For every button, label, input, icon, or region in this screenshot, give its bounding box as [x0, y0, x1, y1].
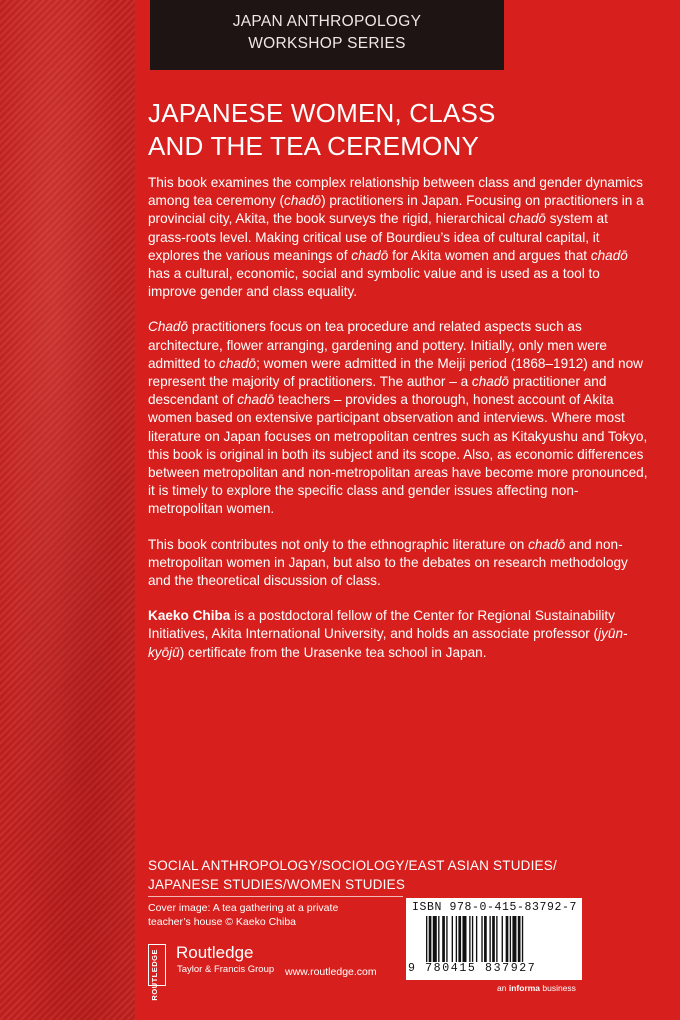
- series-label-box: [150, 0, 504, 70]
- italic-term: chadō: [219, 355, 257, 371]
- italic-term: chadō: [528, 536, 566, 552]
- subjects-line-1: SOCIAL ANTHROPOLOGY/SOCIOLOGY/EAST ASIAN STUDIES/: [148, 858, 557, 873]
- barcode-bar: [433, 916, 437, 962]
- author-bio: [148, 607, 648, 662]
- barcode-bar: [496, 916, 497, 962]
- publisher-name: Routledge: [176, 943, 254, 962]
- text-run: practitioner and descendant of: [148, 374, 607, 408]
- text-run: This book contributes not only to the ethnographic literature on: [148, 536, 529, 552]
- text-run: practitioners focus on tea procedure and related aspects such as architecture, flower arranging, gardening and pottery. Initially, only men were admitted to: [148, 319, 607, 371]
- routledge-logo-mark: [148, 944, 166, 1001]
- credit-line-2: teacher’s house © Kaeko Chiba: [148, 915, 297, 928]
- title-line-2: AND THE TEA CEREMONY: [148, 131, 479, 161]
- barcode-bar: [481, 916, 482, 962]
- text-run: ) practitioners in Japan. Focusing on practitioners in a provincial city, Akita, the book surveys the rigid, hierarchical: [148, 193, 644, 227]
- blurb-paragraph-3: [148, 536, 648, 591]
- blurb-paragraph-1: [148, 174, 648, 301]
- barcode-bar: [429, 916, 432, 962]
- publisher-website: www.routledge.com: [285, 966, 377, 978]
- informa-post: business: [540, 983, 576, 993]
- barcode-bar: [426, 916, 427, 962]
- divider: [148, 896, 403, 897]
- barcode-bar: [484, 916, 487, 962]
- barcode-bar: [522, 916, 523, 962]
- subjects-line-2: JAPANESE STUDIES/WOMEN STUDIES: [148, 877, 406, 892]
- routledge-mark-text: ROUTLEDGE: [150, 949, 159, 1001]
- italic-term: chadō: [471, 374, 509, 390]
- italic-term: chadō: [508, 211, 546, 227]
- text-run: teachers – provides a thorough, honest account of Akita women based on extensive participant observation and interviews. Where most literature on Japan focuses on metropolitan centres such as Kitakyushu and Tokyo, this book is original in both its subject and its scope. Also, as economic differences between metropolitan and non-metropolitan areas have become more pronounced, it is timely to explore the specific class and gender issues affecting non-metropolitan women.: [148, 392, 648, 517]
- italic-term: Chadō: [148, 319, 189, 335]
- barcode-bar: [489, 916, 490, 962]
- text-run: This book examines the complex relationship between class and gender dynamics among tea ceremony (: [148, 175, 643, 209]
- text-run: and non-metropolitan women in Japan, but also to the debates on research methodology and the theoretical discussion of class.: [148, 536, 628, 589]
- author-name: Kaeko Chiba: [148, 608, 231, 624]
- informa-business-tagline: [497, 983, 576, 994]
- informa-pre: an: [497, 983, 509, 993]
- cover-photo-strip: [0, 0, 135, 1020]
- barcode-bar: [502, 916, 503, 962]
- title-line-1: JAPANESE WOMEN, CLASS: [148, 98, 496, 128]
- barcode-bar: [446, 916, 447, 962]
- series-line-2: WORKSHOP SERIES: [248, 35, 406, 52]
- barcode-bar: [506, 916, 509, 962]
- barcode-bar: [452, 916, 453, 962]
- barcode-bar: [512, 916, 516, 962]
- italic-term: chadō: [237, 392, 275, 408]
- barcode-bar: [492, 916, 495, 962]
- text-run: ) certificate from the Urasenke tea school in Japan.: [179, 644, 487, 660]
- cover-image-credit: [148, 902, 348, 929]
- italic-term: jyūn-kyōjū: [148, 626, 628, 660]
- barcode-bar: [510, 916, 511, 962]
- barcode-bar: [456, 916, 457, 962]
- barcode-bar: [442, 916, 445, 962]
- barcode-bar: [518, 916, 521, 962]
- barcode-bars: [426, 916, 566, 962]
- text-run: for Akita women and argues that: [388, 247, 591, 263]
- barcode-bar: [472, 916, 473, 962]
- text-run: has a cultural, economic, social and symbolic value and is used as a tool to improve gender and class equality.: [148, 266, 600, 300]
- blurb-paragraph-2: [148, 318, 648, 518]
- credit-line-1: Cover image: A tea gathering at a private: [148, 902, 339, 914]
- isbn-label: ISBN 978-0-415-83792-7: [412, 901, 578, 914]
- isbn-barcode: [406, 898, 582, 980]
- blurb: [148, 174, 648, 679]
- publisher-group: Taylor & Francis Group: [177, 964, 275, 975]
- series-line-1: JAPAN ANTHROPOLOGY: [232, 13, 422, 30]
- barcode-digits: 9 780415 837927: [408, 962, 537, 975]
- book-title: [148, 97, 668, 163]
- text-run: ; women were admitted in the Meiji period (1868–1912) and now represent the majority of practitioners. The author – a: [148, 355, 643, 390]
- subject-categories: [148, 856, 668, 894]
- italic-term: chadō: [590, 247, 628, 263]
- barcode-bar: [476, 916, 477, 962]
- barcode-bar: [458, 916, 461, 962]
- informa-brand: informa: [508, 983, 540, 993]
- barcode-bar: [438, 916, 439, 962]
- italic-term: chadō: [284, 193, 322, 209]
- barcode-bar: [469, 916, 470, 962]
- text-run: is a postdoctoral fellow of the Center for Regional Sustainability Initiatives, Akita International University, and holds an associate professor (: [148, 608, 615, 642]
- italic-term: chadō: [351, 247, 389, 263]
- text-run: system at grass-roots level. Making critical use of Bourdieu’s idea of cultural capital, it explores the various meanings of: [148, 211, 608, 263]
- barcode-bar: [462, 916, 466, 962]
